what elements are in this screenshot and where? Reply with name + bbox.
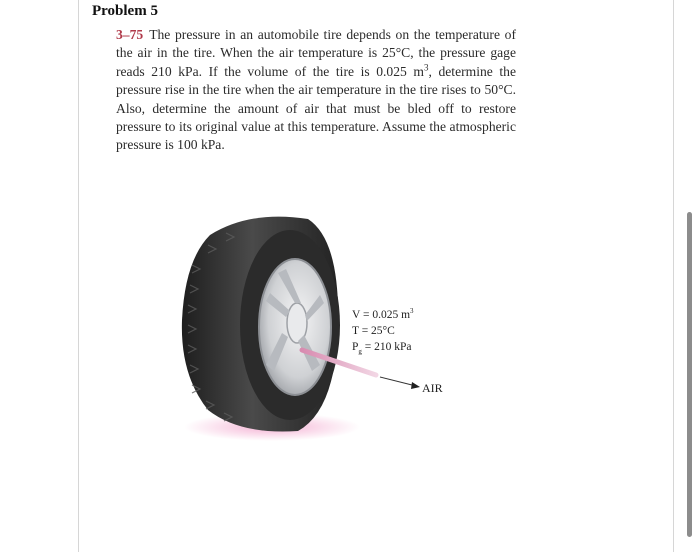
scrollbar[interactable] (687, 212, 692, 537)
problem-text-rest: , determine the pressure rise in the tire when the air temperature in the tire rises to 50°C. Also, determine the amount of air that must be bled off to restore pressure to its original value at this temperature. Assume the atmospheric pressure is 100 kPa. (116, 63, 517, 153)
pressure-label: $P_g = 210$ kPa (352, 341, 412, 356)
page-right-border (673, 0, 674, 552)
problem-heading: Problem 5 (92, 3, 158, 19)
problem-text-exponent: 3 (423, 62, 429, 73)
problem-number: 3–75 (116, 27, 144, 42)
page-left-border (78, 0, 79, 552)
air-arrow-head (411, 382, 420, 389)
air-label: AIR (422, 381, 443, 395)
tire-illustration (180, 205, 460, 445)
volume-label: V = 0.025 $m^3$ (352, 307, 414, 321)
problem-text-main: The pressure in an automobile tire depends on the temperature of the air in the tire. When the air temperature is 25°C, the pressure gage reads 210 kPa. If the volume of the tire is 0.025 m (116, 27, 516, 79)
air-arrow-line (380, 377, 416, 386)
temperature-label: T = 25°C (352, 325, 395, 337)
problem-statement (116, 26, 516, 155)
tire-figure (180, 205, 460, 445)
